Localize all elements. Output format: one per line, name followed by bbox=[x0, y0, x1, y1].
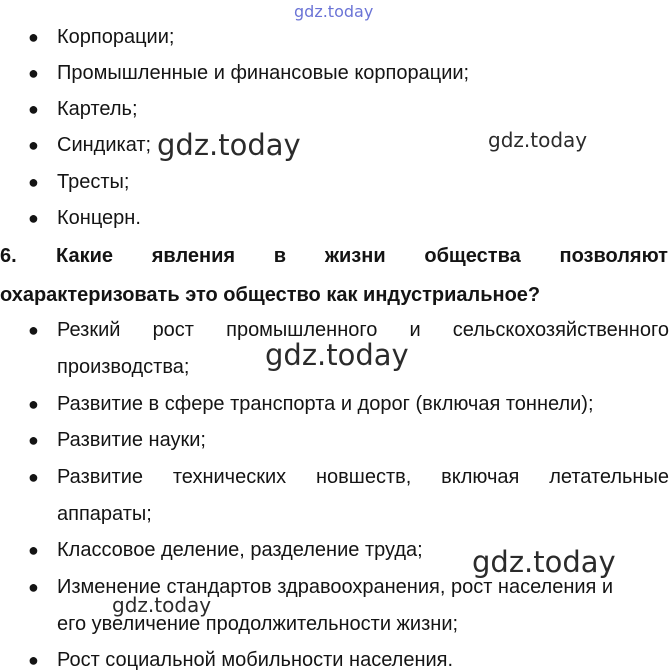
list-item: Тресты; bbox=[57, 171, 130, 193]
question-word: в bbox=[273, 245, 287, 267]
bullet: ● bbox=[28, 63, 39, 83]
answer-item: Развитие науки; bbox=[57, 429, 206, 451]
answer-word: новшеств, bbox=[316, 466, 412, 488]
bullet: ● bbox=[28, 430, 39, 450]
answer-word: Резкий bbox=[57, 319, 121, 341]
list-item: Картель; bbox=[57, 98, 138, 120]
watermark: gdz.today bbox=[472, 545, 616, 579]
answer-word: рост bbox=[152, 319, 194, 341]
watermark: gdz.today bbox=[488, 128, 588, 152]
answer-item-continuation: производства; bbox=[57, 356, 190, 378]
question-word: общества bbox=[424, 245, 521, 267]
watermark: gdz.today bbox=[157, 128, 301, 162]
bullet: ● bbox=[28, 27, 39, 47]
answer-item: Рост социальной мобильности населения. bbox=[57, 649, 454, 671]
bullet: ● bbox=[28, 650, 39, 670]
question-word: позволяют bbox=[559, 245, 668, 267]
bullet: ● bbox=[28, 172, 39, 192]
answer-item-continuation: аппараты; bbox=[57, 503, 152, 525]
answer-word: сельскохозяйственного bbox=[452, 319, 669, 341]
bullet: ● bbox=[28, 540, 39, 560]
answer-item: Изменение стандартов здравоохранения, рост населения и bbox=[57, 576, 614, 598]
question-line-1 bbox=[56, 244, 668, 268]
answer-word: Развитие bbox=[57, 466, 143, 488]
watermark-top: gdz.today bbox=[294, 2, 374, 21]
watermark: gdz.today bbox=[112, 593, 212, 617]
bullet: ● bbox=[28, 577, 39, 597]
list-item: Концерн. bbox=[57, 207, 141, 229]
question-line-2: охарактеризовать это общество как индустриальное? bbox=[0, 284, 541, 306]
answer-word: и bbox=[409, 319, 421, 341]
bullet: ● bbox=[28, 99, 39, 119]
bullet: ● bbox=[28, 208, 39, 228]
list-item: Промышленные и финансовые корпорации; bbox=[57, 62, 470, 84]
question-number: 6. bbox=[0, 245, 17, 267]
question-word: явления bbox=[151, 245, 236, 267]
answer-item: Классовое деление, разделение труда; bbox=[57, 539, 423, 561]
answer-item-continuation: его увеличение продолжительности жизни; bbox=[57, 613, 459, 635]
question-word: Какие bbox=[56, 245, 114, 267]
answer-item bbox=[57, 465, 669, 489]
watermark: gdz.today bbox=[265, 338, 409, 372]
answer-item bbox=[57, 318, 669, 342]
answer-word: летательные bbox=[549, 466, 669, 488]
bullet: ● bbox=[28, 135, 39, 155]
list-item: Корпорации; bbox=[57, 26, 175, 48]
list-item: Синдикат; bbox=[57, 134, 152, 156]
answer-item: Развитие в сфере транспорта и дорог (включая тоннели); bbox=[57, 393, 594, 415]
question-word: жизни bbox=[324, 245, 386, 267]
bullet: ● bbox=[28, 320, 39, 340]
bullet: ● bbox=[28, 394, 39, 414]
answer-word: технических bbox=[172, 466, 287, 488]
bullet: ● bbox=[28, 467, 39, 487]
answer-word: промышленного bbox=[226, 319, 378, 341]
answer-word: включая bbox=[441, 466, 520, 488]
